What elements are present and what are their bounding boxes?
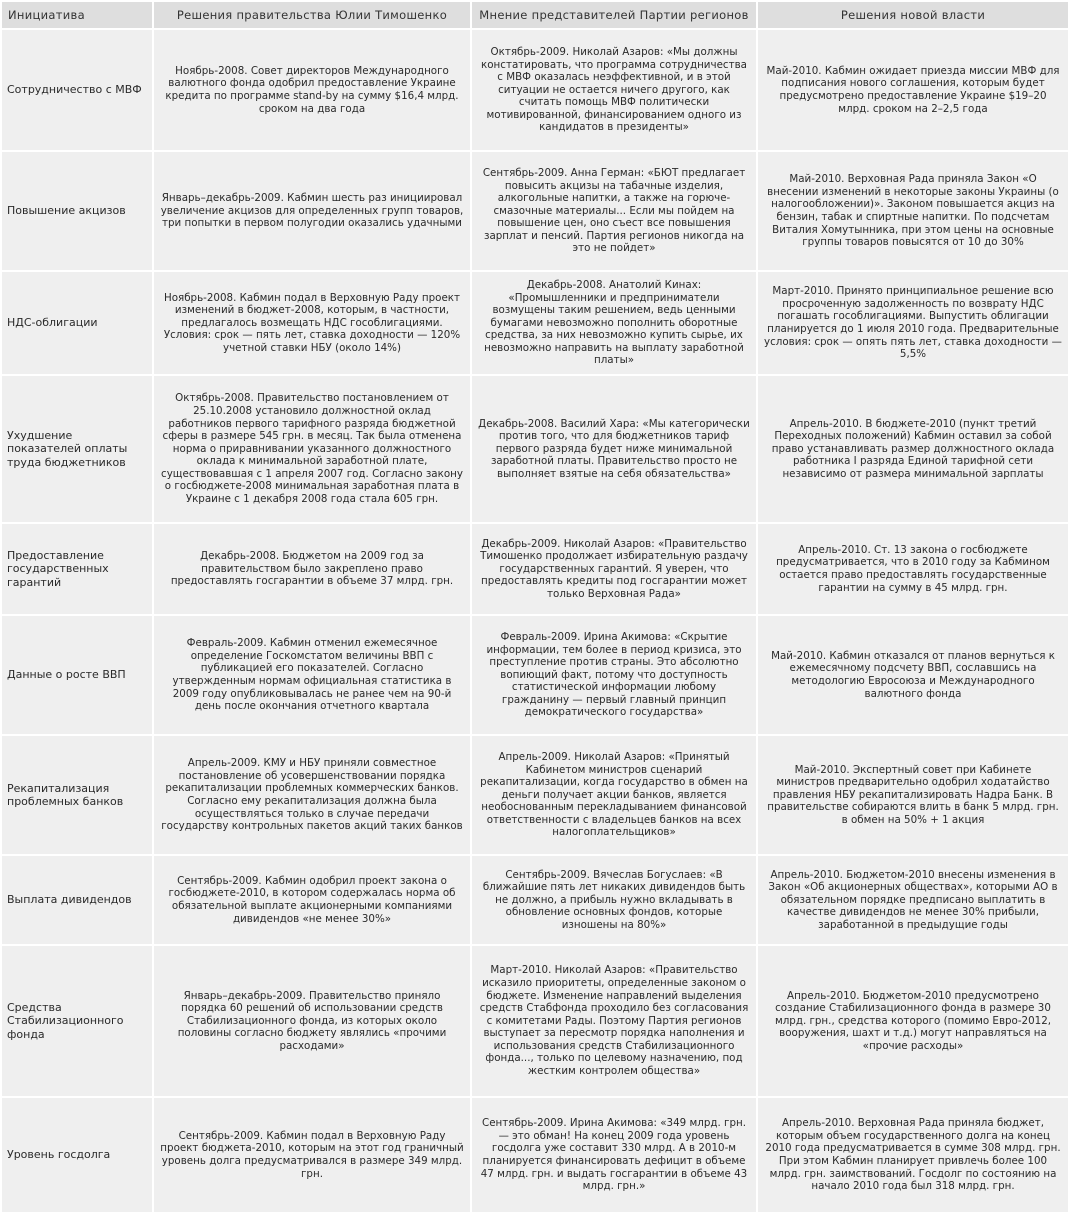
regions-cell: Февраль-2009. Ирина Акимова: «Скрытие информации, тем более в период кризиса, это преступление против страны. Это абсолютно вопиющий факт, потому что доступность статистической информации любому гражданину — первый главный принцип демократического государства» — [472, 616, 756, 734]
table-row — [2, 856, 1068, 944]
tymoshenko-cell: Октябрь-2008. Правительство постановлением от 25.10.2008 установило должностной оклад работников первого тарифного разряда бюджетной сферы в размере 545 грн. в месяц. Так была отменена норма о приравнивании указанного должностного оклада к минимальной заработной плате, существовавшая с 1 апреля 2007 год. Согласно закону о госбюджете-2008 минимальная заработная плата в Украине с 1 декабря 2008 года стала 605 грн. — [154, 376, 470, 522]
new-power-cell: Апрель-2010. Бюджетом-2010 предусмотрено создание Стабилизационного фонда в размере 30 млрд. грн., средства которого (помимо Евро-2012, вооружения, шахт и т.д.) могут направляться на «прочие расходы» — [758, 946, 1068, 1096]
tymoshenko-cell: Ноябрь-2008. Кабмин подал в Верховную Раду проект изменений в бюджет-2008, которым, в частности, предлагалось возмещать НДС гособлигациями. Условия: срок — пять лет, ставка доходности — 120% учетной ставки НБУ (около 14%) — [154, 272, 470, 374]
regions-cell: Сентябрь-2009. Вячеслав Богуслаев: «В ближайшие пять лет никаких дивидендов быть не должно, а прибыль нужно вкладывать в обновление основных фондов, которые изношены на 80%» — [472, 856, 756, 944]
tymoshenko-cell: Апрель-2009. КМУ и НБУ приняли совместное постановление об усовершенствовании порядка рекапитализации проблемных коммерческих банков. Согласно ему рекапитализация должна была осуществляться только в случае передачи государству контрольных пакетов акций таких банков — [154, 736, 470, 854]
table-row — [2, 616, 1068, 734]
initiative-cell: Сотрудничество с МВФ — [2, 30, 152, 150]
new-power-cell: Май-2010. Кабмин отказался от планов вернуться к ежемесячному подсчету ВВП, сославшись на методологию Евросоюза и Международного валютного фонда — [758, 616, 1068, 734]
regions-cell: Март-2010. Николай Азаров: «Правительство исказило приоритеты, определенные законом о бюджете. Изменение направлений выделения средств Стабфонда проходило без согласования с комитетами Рады. Поэтому Партия регионов выступает за пересмотр порядка наполнения и использования средств Стабилизационного фонда..., только по целевому назначению, под жестким контролем общества» — [472, 946, 756, 1096]
initiative-cell: Уровень госдолга — [2, 1098, 152, 1212]
table-row — [2, 272, 1068, 374]
initiative-cell: Предоставление государственных гарантий — [2, 524, 152, 614]
table-row — [2, 152, 1068, 270]
table-row — [2, 524, 1068, 614]
header-new-power-decisions: Решения новой власти — [758, 2, 1068, 28]
new-power-cell: Апрель-2010. Бюджетом-2010 внесены изменения в Закон «Об акционерных обществах», которыми АО в обязательном порядке предписано выплатить в качестве дивидендов не менее 30% прибыли, заработанной в предыдущие годы — [758, 856, 1068, 944]
initiative-cell: Повышение акцизов — [2, 152, 152, 270]
tymoshenko-cell: Сентябрь-2009. Кабмин подал в Верховную Раду проект бюджета-2010, которым на этот год граничный уровень долга предусматривался в размере 349 млрд. грн. — [154, 1098, 470, 1212]
initiative-cell: Средства Стабилизационного фонда — [2, 946, 152, 1096]
regions-cell: Декабрь-2008. Василий Хара: «Мы категорически против того, что для бюджетников тариф первого разряда будет ниже минимальной заработной платы. Правительство просто не выполняет взятые на себя обязательства» — [472, 376, 756, 522]
table-row — [2, 736, 1068, 854]
initiative-cell: Выплата дивидендов — [2, 856, 152, 944]
table-row — [2, 30, 1068, 150]
new-power-cell: Май-2010. Верховная Рада приняла Закон «О внесении изменений в некоторые законы Украины (о налогообложении)». Законом повышается акциз на бензин, табак и спиртные напитки. По подсчетам Виталия Хомутынника, при этом цены на основные группы товаров повысятся от 10 до 30% — [758, 152, 1068, 270]
initiative-cell: Рекапитализация проблемных банков — [2, 736, 152, 854]
table-row — [2, 1098, 1068, 1212]
initiative-cell: НДС-облигации — [2, 272, 152, 374]
regions-cell: Сентябрь-2009. Анна Герман: «БЮТ предлагает повысить акцизы на табачные изделия, алкогольные напитки, а также на горюче-смазочные материалы... Если мы пойдем на повышение цен, оно съест все повышения зарплат и пенсий. Партия регионов никогда на это не пойдет» — [472, 152, 756, 270]
regions-cell: Апрель-2009. Николай Азаров: «Принятый Кабинетом министров сценарий рекапитализации, когда государство в обмен на деньги получает акции банков, является необоснованным перекладыванием финансовой ответственности с владельцев банков на всех налогоплательщиков» — [472, 736, 756, 854]
header-tymoshenko-decisions: Решения правительства Юлии Тимошенко — [154, 2, 470, 28]
tymoshenko-cell: Февраль-2009. Кабмин отменил ежемесячное определение Госкомстатом величины ВВП с публикацией его показателей. Согласно утвержденным нормам официальная статистика в 2009 году опубликовывалась не ранее чем на 90-й день после окончания отчетного квартала — [154, 616, 470, 734]
new-power-cell: Март-2010. Принято принципиальное решение всю просроченную задолженность по возврату НДС погашать гособлигациями. Выпустить облигации планируется до 1 июля 2010 года. Предварительные условия: срок — опять пять лет, ставка доходности — 5,5% — [758, 272, 1068, 374]
header-row — [2, 2, 1068, 28]
new-power-cell: Апрель-2010. Верховная Рада приняла бюджет, которым объем государственного долга на конец 2010 года предусматривается в сумме 308 млрд. грн. При этом Кабмин планирует привлечь более 100 млрд. грн. заимствований. Госдолг по состоянию на начало 2010 года был 318 млрд. грн. — [758, 1098, 1068, 1212]
tymoshenko-cell: Сентябрь-2009. Кабмин одобрил проект закона о госбюджете-2010, в котором содержалась норма об обязательной выплате акционерными компаниями дивидендов «не менее 30%» — [154, 856, 470, 944]
tymoshenko-cell: Декабрь-2008. Бюджетом на 2009 год за правительством было закреплено право предоставлять госгарантии в объеме 37 млрд. грн. — [154, 524, 470, 614]
regions-cell: Октябрь-2009. Николай Азаров: «Мы должны констатировать, что программа сотрудничества с МВФ оказалась неэффективной, и в этой ситуации не остается ничего другого, как считать помощь МВФ политически мотивированной, финансированием одного из кандидатов в президенты» — [472, 30, 756, 150]
regions-cell: Декабрь-2008. Анатолий Кинах: «Промышленники и предприниматели возмущены таким решением, ведь ценными бумагами невозможно пополнить оборотные средства, за них невозможно купить сырье, их невозможно направить на выплату заработной платы» — [472, 272, 756, 374]
header-initiative: Инициатива — [2, 2, 152, 28]
new-power-cell: Май-2010. Экспертный совет при Кабинете министров предварительно одобрил ходатайство правления НБУ рекапитализировать Надра Банк. В правительстве собираются влить в банк 5 млрд. грн. в обмен на 50% + 1 акция — [758, 736, 1068, 854]
new-power-cell: Май-2010. Кабмин ожидает приезда миссии МВФ для подписания нового соглашения, которым будет предусмотрено предоставление Украине $19–20 млрд. сроком на 2–2,5 года — [758, 30, 1068, 150]
initiative-cell: Данные о росте ВВП — [2, 616, 152, 734]
new-power-cell: Апрель-2010. Ст. 13 закона о госбюджете предусматривается, что в 2010 году за Кабмином остается право предоставлять государственные гарантии на сумму в 45 млрд. грн. — [758, 524, 1068, 614]
table-row — [2, 376, 1068, 522]
initiative-cell: Ухудшение показателей оплаты труда бюджетников — [2, 376, 152, 522]
regions-cell: Сентябрь-2009. Ирина Акимова: «349 млрд. грн. — это обман! На конец 2009 года уровень госдолга уже составит 330 млрд. А в 2010-м планируется финансировать дефицит в объеме 47 млрд. грн. и выдать госгарантии в объеме 43 млрд. грн.» — [472, 1098, 756, 1212]
table-row — [2, 946, 1068, 1096]
tymoshenko-cell: Январь–декабрь-2009. Правительство приняло порядка 60 решений об использовании средств Стабилизационного фонда, из которых около половины согласно бюджету являлись «прочими расходами» — [154, 946, 470, 1096]
tymoshenko-cell: Январь–декабрь-2009. Кабмин шесть раз инициировал увеличение акцизов для определенных групп товаров, три попытки в первом полугодии оказались удачными — [154, 152, 470, 270]
tymoshenko-cell: Ноябрь-2008. Совет директоров Международного валютного фонда одобрил предоставление Украине кредита по программе stand-by на сумму $16,4 млрд. сроком на два года — [154, 30, 470, 150]
header-regions-opinion: Мнение представителей Партии регионов — [472, 2, 756, 28]
new-power-cell: Апрель-2010. В бюджете-2010 (пункт третий Переходных положений) Кабмин оставил за собой право устанавливать размер должностного оклада работника I разряда Единой тарифной сети независимо от размера минимальной зарплаты — [758, 376, 1068, 522]
regions-cell: Декабрь-2009. Николай Азаров: «Правительство Тимошенко продолжает избирательную раздачу государственных гарантий. Я уверен, что предоставлять кредиты под госгарантии может только Верховная Рада» — [472, 524, 756, 614]
